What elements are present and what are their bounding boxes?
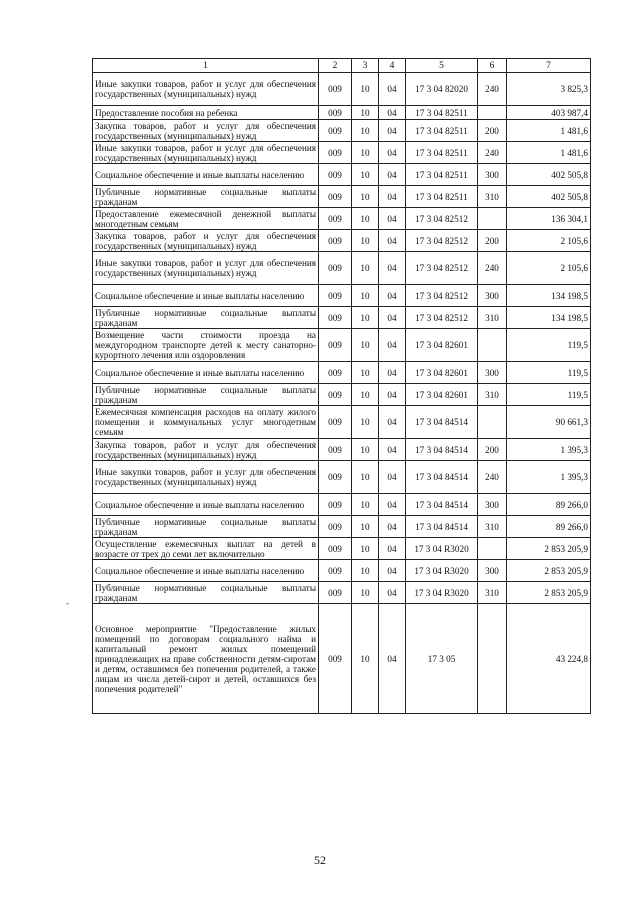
section-code-cell: 10 <box>352 384 379 406</box>
expense-type-cell: 240 <box>478 252 507 285</box>
ministry-code-cell: 009 <box>319 461 352 494</box>
target-article-cell: 17 3 04 82512 <box>406 208 478 230</box>
amount-cell: 402 505,8 <box>507 164 591 186</box>
expense-type-cell: 310 <box>478 307 507 329</box>
ministry-code-cell: 009 <box>319 604 352 714</box>
target-article-cell: 17 3 04 R3020 <box>406 560 478 582</box>
subsection-code-cell: 04 <box>379 164 406 186</box>
table-row <box>93 362 591 384</box>
row-name-cell: Социальное обеспечение и иные выплаты населению <box>93 164 319 186</box>
subsection-code-cell: 04 <box>379 208 406 230</box>
table-row <box>93 604 591 714</box>
row-name-cell: Ежемесячная компенсация расходов на оплату жилого помещения и коммунальных услуг многодетным семьям <box>93 406 319 439</box>
amount-cell: 2 105,6 <box>507 230 591 252</box>
section-code-cell: 10 <box>352 106 379 120</box>
page-number: 52 <box>314 853 326 867</box>
table-row <box>93 120 591 142</box>
table-row <box>93 439 591 461</box>
amount-cell: 119,5 <box>507 329 591 362</box>
row-name-cell: Публичные нормативные социальные выплаты гражданам <box>93 384 319 406</box>
row-name-cell: Публичные нормативные социальные выплаты гражданам <box>93 516 319 538</box>
row-name-cell: Основное мероприятие "Предоставление жилых помещений по договорам социального найма и капитальный ремонт жилых помещений принадлежащих на праве собственности детям-сиротам и детям, оставшимся без попечения родителей, а также лицам из числа детей-сирот и детей, оставшихся без попечения родителей" <box>93 604 319 714</box>
target-article-cell: 17 3 04 82512 <box>406 230 478 252</box>
table-row <box>93 307 591 329</box>
ministry-code-cell: 009 <box>319 186 352 208</box>
row-name-cell: Социальное обеспечение и иные выплаты населению <box>93 494 319 516</box>
ministry-code-cell: 009 <box>319 362 352 384</box>
target-article-cell: 17 3 04 84514 <box>406 516 478 538</box>
row-name-cell: Осуществление ежемесячных выплат на детей в возрасте от трех до семи лет включительно <box>93 538 319 560</box>
expense-type-cell <box>478 538 507 560</box>
row-name-cell: Публичные нормативные социальные выплаты гражданам <box>93 307 319 329</box>
subsection-code-cell: 04 <box>379 406 406 439</box>
header-row <box>93 59 591 73</box>
header-cell: 5 <box>406 59 478 73</box>
row-name-cell: Закупка товаров, работ и услуг для обеспечения государственных (муниципальных) нужд <box>93 120 319 142</box>
ministry-code-cell: 009 <box>319 73 352 106</box>
row-name-cell: Иные закупки товаров, работ и услуг для обеспечения государственных (муниципальных) нужд <box>93 461 319 494</box>
section-code-cell: 10 <box>352 73 379 106</box>
target-article-cell: 17 3 04 82601 <box>406 362 478 384</box>
table-row <box>93 230 591 252</box>
subsection-code-cell: 04 <box>379 582 406 604</box>
target-article-cell: 17 3 04 84514 <box>406 439 478 461</box>
subsection-code-cell: 04 <box>379 120 406 142</box>
row-name-cell: Возмещение части стоимости проезда на междугородном транспорте детей к месту санаторно-курортного лечения или оздоровления <box>93 329 319 362</box>
target-article-cell: 17 3 04 R3020 <box>406 538 478 560</box>
expense-type-cell: 310 <box>478 186 507 208</box>
subsection-code-cell: 04 <box>379 604 406 714</box>
table-row <box>93 494 591 516</box>
target-article-cell: 17 3 04 82512 <box>406 307 478 329</box>
expense-type-cell <box>478 604 507 714</box>
section-code-cell: 10 <box>352 186 379 208</box>
row-name-cell: Публичные нормативные социальные выплаты гражданам <box>93 582 319 604</box>
amount-cell: 1 395,3 <box>507 439 591 461</box>
section-code-cell: 10 <box>352 461 379 494</box>
target-article-cell: 17 3 04 82601 <box>406 329 478 362</box>
ministry-code-cell: 009 <box>319 439 352 461</box>
ministry-code-cell: 009 <box>319 582 352 604</box>
target-article-cell: 17 3 04 82511 <box>406 164 478 186</box>
expense-type-cell: 310 <box>478 582 507 604</box>
expense-type-cell: 200 <box>478 439 507 461</box>
row-name-cell: Социальное обеспечение и иные выплаты населению <box>93 560 319 582</box>
table-row <box>93 582 591 604</box>
table-row <box>93 406 591 439</box>
subsection-code-cell: 04 <box>379 384 406 406</box>
subsection-code-cell: 04 <box>379 329 406 362</box>
header-cell: 2 <box>319 59 352 73</box>
header-cell: 3 <box>352 59 379 73</box>
amount-cell: 134 198,5 <box>507 285 591 307</box>
ministry-code-cell: 009 <box>319 516 352 538</box>
section-code-cell: 10 <box>352 516 379 538</box>
expense-type-cell <box>478 329 507 362</box>
amount-cell: 1 395,3 <box>507 461 591 494</box>
target-article-cell: 17 3 04 82511 <box>406 142 478 164</box>
table-row <box>93 329 591 362</box>
ministry-code-cell: 009 <box>319 106 352 120</box>
table-row <box>93 461 591 494</box>
subsection-code-cell: 04 <box>379 142 406 164</box>
subsection-code-cell: 04 <box>379 560 406 582</box>
expense-type-cell: 300 <box>478 285 507 307</box>
ministry-code-cell: 009 <box>319 252 352 285</box>
table-row <box>93 142 591 164</box>
row-name-cell: Закупка товаров, работ и услуг для обеспечения государственных (муниципальных) нужд <box>93 230 319 252</box>
section-code-cell: 10 <box>352 142 379 164</box>
ministry-code-cell: 009 <box>319 307 352 329</box>
subsection-code-cell: 04 <box>379 106 406 120</box>
row-name-cell: Иные закупки товаров, работ и услуг для обеспечения государственных (муниципальных) нужд <box>93 142 319 164</box>
amount-cell: 136 304,1 <box>507 208 591 230</box>
target-article-cell: 17 3 04 82601 <box>406 384 478 406</box>
subsection-code-cell: 04 <box>379 461 406 494</box>
row-name-cell: Предоставление ежемесячной денежной выплаты многодетным семьям <box>93 208 319 230</box>
section-code-cell: 10 <box>352 406 379 439</box>
section-code-cell: 10 <box>352 604 379 714</box>
ministry-code-cell: 009 <box>319 406 352 439</box>
target-article-cell: 17 3 04 82512 <box>406 252 478 285</box>
amount-cell: 2 853 205,9 <box>507 582 591 604</box>
expense-type-cell: 200 <box>478 230 507 252</box>
subsection-code-cell: 04 <box>379 230 406 252</box>
subsection-code-cell: 04 <box>379 494 406 516</box>
budget-table <box>92 58 591 714</box>
section-code-cell: 10 <box>352 439 379 461</box>
amount-cell: 89 266,0 <box>507 516 591 538</box>
target-article-cell: 17 3 04 82020 <box>406 73 478 106</box>
amount-cell: 1 481,6 <box>507 142 591 164</box>
expense-type-cell: 310 <box>478 516 507 538</box>
amount-cell: 119,5 <box>507 362 591 384</box>
expense-type-cell: 300 <box>478 362 507 384</box>
amount-cell: 89 266,0 <box>507 494 591 516</box>
section-code-cell: 10 <box>352 362 379 384</box>
ministry-code-cell: 009 <box>319 384 352 406</box>
amount-cell: 402 505,8 <box>507 186 591 208</box>
section-code-cell: 10 <box>352 252 379 285</box>
expense-type-cell: 300 <box>478 494 507 516</box>
row-name-cell: Предоставление пособия на ребенка <box>93 106 319 120</box>
table-row <box>93 164 591 186</box>
table-row <box>93 208 591 230</box>
expense-type-cell: 240 <box>478 142 507 164</box>
target-article-cell: 17 3 04 82511 <box>406 186 478 208</box>
target-article-cell: 17 3 04 82511 <box>406 120 478 142</box>
table-row <box>93 538 591 560</box>
ministry-code-cell: 009 <box>319 494 352 516</box>
section-code-cell: 10 <box>352 230 379 252</box>
table-row <box>93 384 591 406</box>
header-cell: 4 <box>379 59 406 73</box>
table-row <box>93 106 591 120</box>
target-article-cell: 17 3 04 82511 <box>406 106 478 120</box>
section-code-cell: 10 <box>352 329 379 362</box>
expense-type-cell: 200 <box>478 120 507 142</box>
expense-type-cell <box>478 406 507 439</box>
ministry-code-cell: 009 <box>319 538 352 560</box>
row-name-cell: Публичные нормативные социальные выплаты гражданам <box>93 186 319 208</box>
expense-type-cell <box>478 208 507 230</box>
row-name-cell: Социальное обеспечение и иные выплаты населению <box>93 362 319 384</box>
expense-type-cell: 300 <box>478 164 507 186</box>
header-cell: 6 <box>478 59 507 73</box>
section-code-cell: 10 <box>352 208 379 230</box>
amount-cell: 90 661,3 <box>507 406 591 439</box>
expense-type-cell: 300 <box>478 560 507 582</box>
amount-cell: 1 481,6 <box>507 120 591 142</box>
amount-cell: 43 224,8 <box>507 604 591 714</box>
row-name-cell: Закупка товаров, работ и услуг для обеспечения государственных (муниципальных) нужд <box>93 439 319 461</box>
ministry-code-cell: 009 <box>319 164 352 186</box>
subsection-code-cell: 04 <box>379 307 406 329</box>
subsection-code-cell: 04 <box>379 252 406 285</box>
ministry-code-cell: 009 <box>319 560 352 582</box>
amount-cell: 2 105,6 <box>507 252 591 285</box>
subsection-code-cell: 04 <box>379 516 406 538</box>
subsection-code-cell: 04 <box>379 362 406 384</box>
amount-cell: 403 987,4 <box>507 106 591 120</box>
section-code-cell: 10 <box>352 494 379 516</box>
expense-type-cell <box>478 106 507 120</box>
section-code-cell: 10 <box>352 164 379 186</box>
header-cell: 7 <box>507 59 591 73</box>
ministry-code-cell: 009 <box>319 285 352 307</box>
table-row <box>93 516 591 538</box>
ministry-code-cell: 009 <box>319 329 352 362</box>
target-article-cell: 17 3 04 84514 <box>406 461 478 494</box>
target-article-cell: 17 3 05 <box>406 604 478 714</box>
table-row <box>93 560 591 582</box>
row-name-cell: Социальное обеспечение и иные выплаты населению <box>93 285 319 307</box>
ministry-code-cell: 009 <box>319 230 352 252</box>
subsection-code-cell: 04 <box>379 285 406 307</box>
section-code-cell: 10 <box>352 582 379 604</box>
margin-mark: - <box>66 598 69 608</box>
expense-type-cell: 240 <box>478 461 507 494</box>
target-article-cell: 17 3 04 R3020 <box>406 582 478 604</box>
table-row <box>93 285 591 307</box>
expense-type-cell: 310 <box>478 384 507 406</box>
subsection-code-cell: 04 <box>379 186 406 208</box>
amount-cell: 134 198,5 <box>507 307 591 329</box>
amount-cell: 2 853 205,9 <box>507 560 591 582</box>
ministry-code-cell: 009 <box>319 142 352 164</box>
ministry-code-cell: 009 <box>319 208 352 230</box>
header-cell: 1 <box>93 59 319 73</box>
expense-type-cell: 240 <box>478 73 507 106</box>
section-code-cell: 10 <box>352 120 379 142</box>
table-row <box>93 186 591 208</box>
target-article-cell: 17 3 04 82512 <box>406 285 478 307</box>
subsection-code-cell: 04 <box>379 538 406 560</box>
amount-cell: 2 853 205,9 <box>507 538 591 560</box>
ministry-code-cell: 009 <box>319 120 352 142</box>
section-code-cell: 10 <box>352 285 379 307</box>
amount-cell: 119,5 <box>507 384 591 406</box>
row-name-cell: Иные закупки товаров, работ и услуг для обеспечения государственных (муниципальных) нужд <box>93 73 319 106</box>
table-row <box>93 73 591 106</box>
section-code-cell: 10 <box>352 538 379 560</box>
subsection-code-cell: 04 <box>379 439 406 461</box>
amount-cell: 3 825,3 <box>507 73 591 106</box>
section-code-cell: 10 <box>352 560 379 582</box>
target-article-cell: 17 3 04 84514 <box>406 494 478 516</box>
target-article-cell: 17 3 04 84514 <box>406 406 478 439</box>
table-row <box>93 252 591 285</box>
section-code-cell: 10 <box>352 307 379 329</box>
row-name-cell: Иные закупки товаров, работ и услуг для обеспечения государственных (муниципальных) нужд <box>93 252 319 285</box>
subsection-code-cell: 04 <box>379 73 406 106</box>
